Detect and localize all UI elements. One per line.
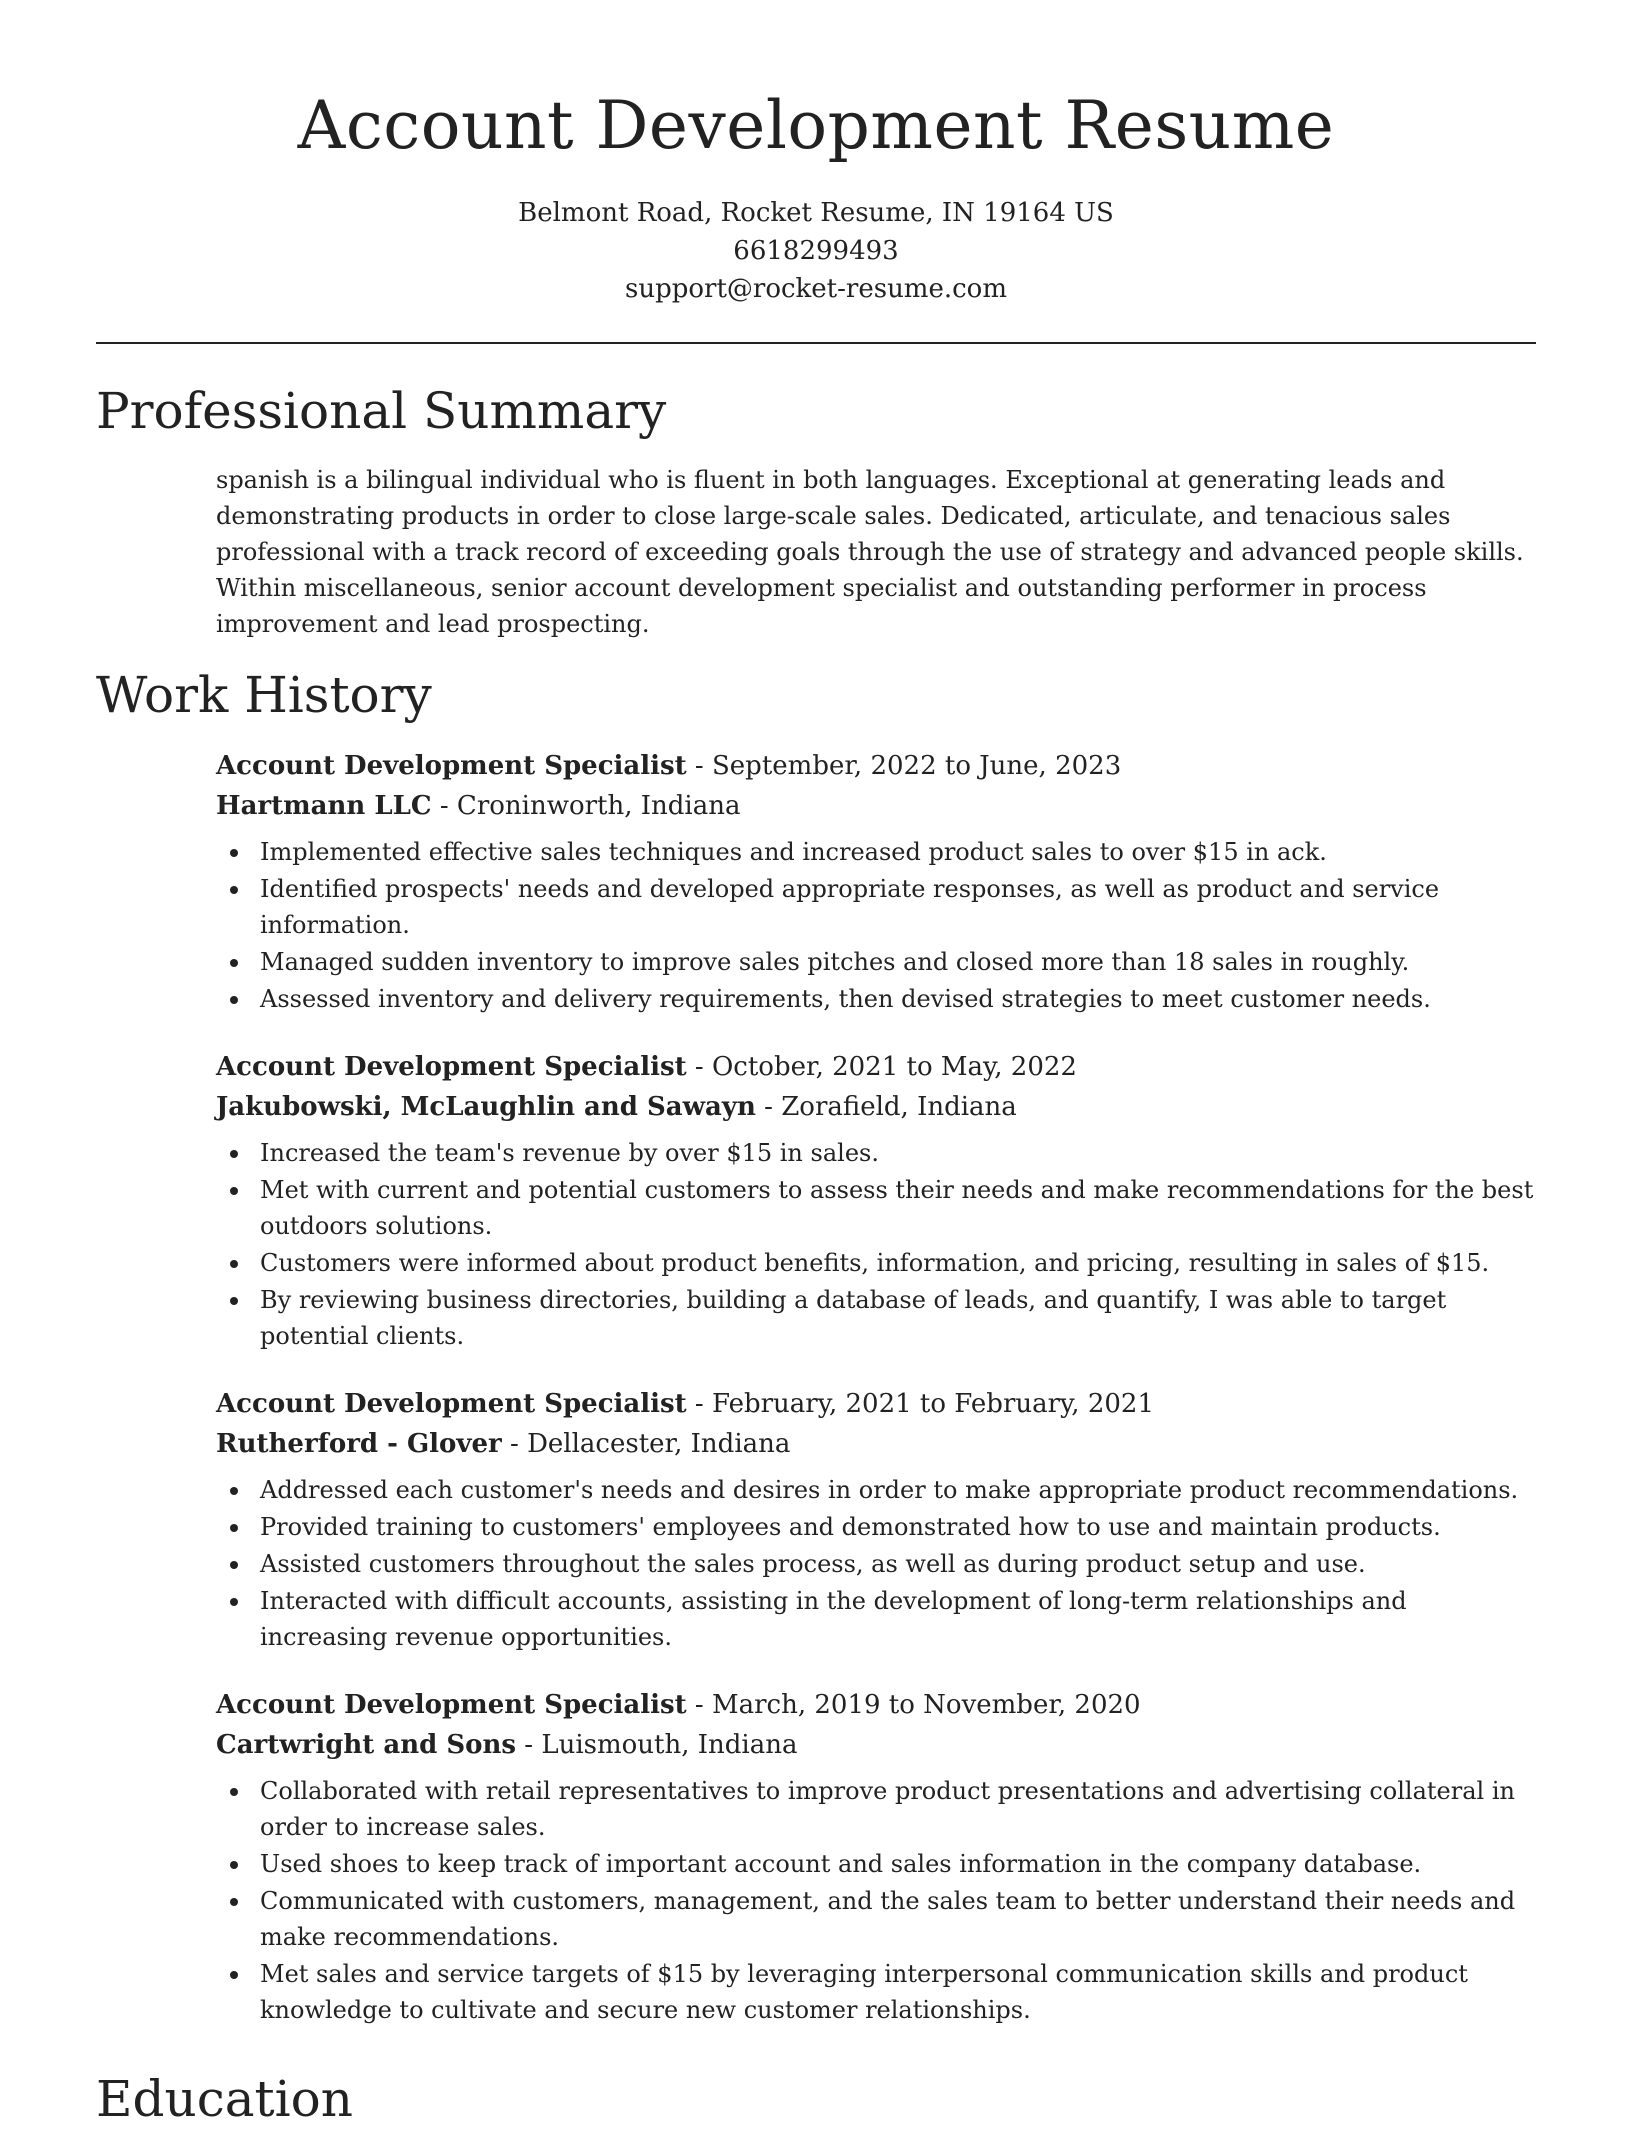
list-item: Used shoes to keep track of important account and sales information in the company database. (216, 1846, 1536, 1882)
job-company-line (216, 1725, 1536, 1765)
job-location: Croninworth, Indiana (456, 791, 741, 821)
job-bullets (216, 834, 1536, 1017)
job-company: Hartmann LLC (216, 791, 432, 821)
job-title: Account Development Specialist (216, 1052, 687, 1082)
list-item: Addressed each customer's needs and desires in order to make appropriate product recommendations. (216, 1472, 1536, 1508)
list-item: Managed sudden inventory to improve sales pitches and closed more than 18 sales in roughly. (216, 944, 1536, 980)
job-bullets (216, 1472, 1536, 1655)
job-company-line (216, 1087, 1536, 1127)
separator: - (501, 1429, 528, 1459)
job-entry (216, 1047, 1536, 1354)
job-location: Dellacester, Indiana (527, 1429, 791, 1459)
job-company: Cartwright and Sons (216, 1730, 516, 1760)
job-company-line (216, 786, 1536, 826)
job-company: Rutherford - Glover (216, 1429, 502, 1459)
job-title: Account Development Specialist (216, 1690, 687, 1720)
list-item: Assessed inventory and delivery requirements, then devised strategies to meet customer needs. (216, 981, 1536, 1017)
list-item: Met sales and service targets of $15 by leveraging interpersonal communication skills and product knowledge to cultivate and secure new customer relationships. (216, 1956, 1536, 2028)
job-company: Jakubowski, McLaughlin and Sawayn (216, 1092, 756, 1122)
job-title: Account Development Specialist (216, 751, 687, 781)
list-item: Increased the team's revenue by over $15 in sales. (216, 1135, 1536, 1171)
work-history-list (216, 746, 1536, 2058)
list-item: Met with current and potential customers to assess their needs and make recommendations for the best outdoors solutions. (216, 1172, 1536, 1244)
job-dates: February, 2021 to February, 2021 (711, 1389, 1154, 1419)
list-item: Assisted customers throughout the sales process, as well as during product setup and use. (216, 1546, 1536, 1582)
job-bullets (216, 1773, 1536, 2028)
separator: - (755, 1092, 782, 1122)
job-entry (216, 746, 1536, 1017)
job-title-line (216, 1384, 1536, 1424)
job-entry (216, 1384, 1536, 1655)
separator: - (686, 1389, 712, 1419)
contact-address: Belmont Road, Rocket Resume, IN 19164 US (518, 198, 1114, 228)
contact-email: support@rocket-resume.com (624, 274, 1007, 304)
list-item: Provided training to customers' employees and demonstrated how to use and maintain products. (216, 1509, 1536, 1545)
list-item: Communicated with customers, management, and the sales team to better understand their needs and make recommendations. (216, 1883, 1536, 1955)
separator: - (686, 751, 712, 781)
separator: - (686, 1052, 712, 1082)
education-heading: Education (96, 2070, 353, 2128)
resume-title: Account Development Resume (297, 87, 1335, 164)
list-item: Customers were informed about product benefits, information, and pricing, resulting in sales of $15. (216, 1245, 1536, 1281)
job-entry (216, 1685, 1536, 2028)
header-divider (96, 342, 1536, 344)
job-title: Account Development Specialist (216, 1389, 687, 1419)
job-title-line (216, 1685, 1536, 1725)
separator: - (431, 791, 457, 821)
list-item: Implemented effective sales techniques and increased product sales to over $15 in ack. (216, 834, 1536, 870)
job-company-line (216, 1424, 1536, 1464)
job-location: Zorafield, Indiana (781, 1092, 1017, 1122)
list-item: Collaborated with retail representatives to improve product presentations and advertising collateral in order to increase sales. (216, 1773, 1536, 1845)
job-dates: September, 2022 to June, 2023 (711, 751, 1122, 781)
job-dates: October, 2021 to May, 2022 (711, 1052, 1077, 1082)
separator: - (686, 1690, 712, 1720)
job-title-line (216, 746, 1536, 786)
contact-block (0, 194, 1632, 308)
summary-text: spanish is a bilingual individual who is fluent in both languages. Exceptional at generating leads and demonstrating products in order to close large-scale sales. Dedicated, articulate, and tenacious sales professional with a track record of exceeding goals through the use of strategy and advanced people skills. Within miscellaneous, senior account development specialist and outstanding performer in process improvement and lead prospecting. (216, 466, 1524, 638)
summary-heading: Professional Summary (96, 382, 667, 440)
work-history-heading: Work History (96, 666, 432, 724)
job-title-line (216, 1047, 1536, 1087)
list-item: By reviewing business directories, building a database of leads, and quantify, I was able to target potential clients. (216, 1282, 1536, 1354)
list-item: Interacted with difficult accounts, assisting in the development of long-term relationships and increasing revenue opportunities. (216, 1583, 1536, 1655)
job-location: Luismouth, Indiana (541, 1730, 798, 1760)
job-dates: March, 2019 to November, 2020 (711, 1690, 1141, 1720)
job-bullets (216, 1135, 1536, 1354)
list-item: Identified prospects' needs and developed appropriate responses, as well as product and service information. (216, 871, 1536, 943)
separator: - (516, 1730, 542, 1760)
contact-phone: 6618299493 (733, 236, 899, 266)
